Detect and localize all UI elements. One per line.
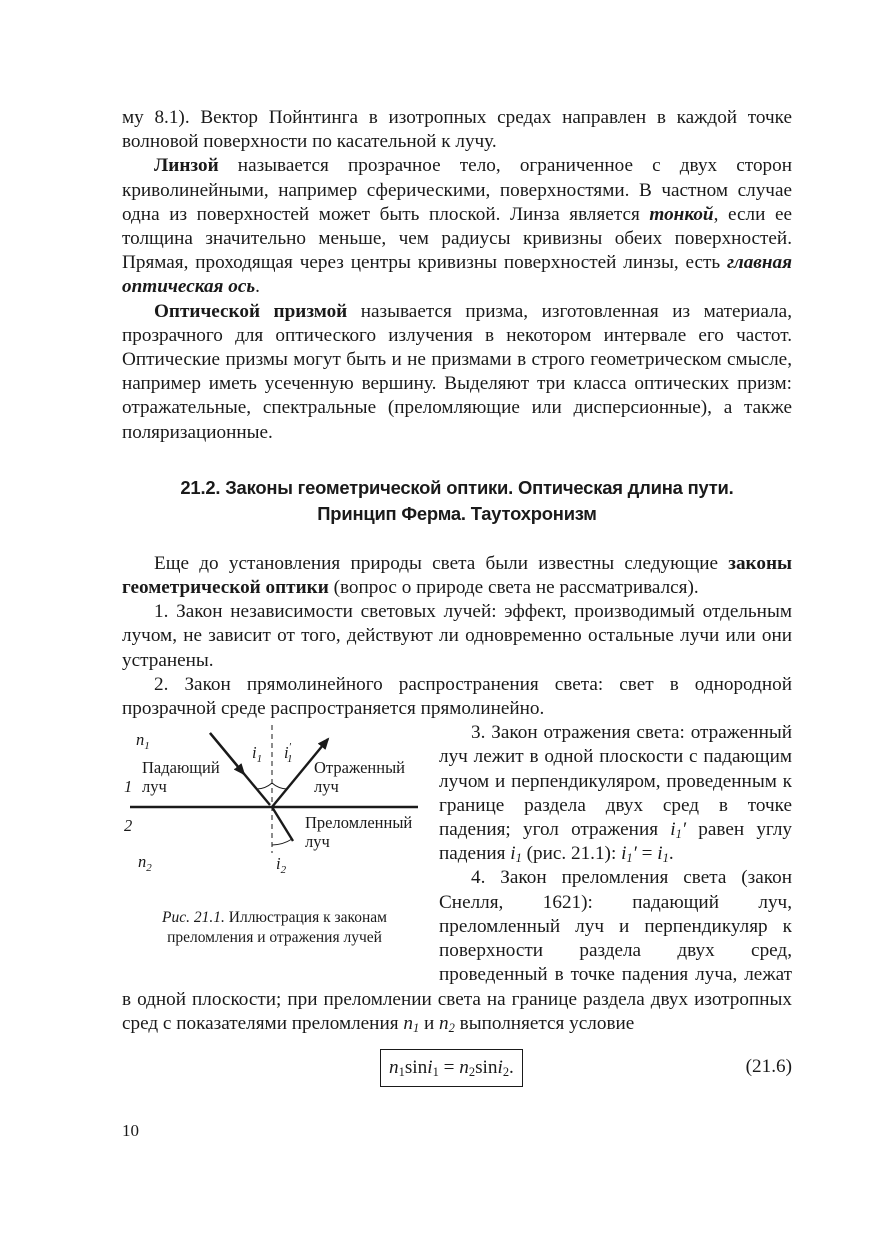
refraction-diagram xyxy=(122,723,427,903)
label-medium-1: 1 xyxy=(124,777,133,797)
symbol-n2: $n_2$ xyxy=(439,1012,455,1035)
term-optical-axis: главная оптическая ось xyxy=(122,252,792,298)
label-refracted: Преломленный xyxy=(305,813,413,833)
law-2: 2. Закон прямолинейного распространения света: свет в однородной прозрачной среде распространяется прямолинейно. xyxy=(122,673,792,720)
symbol-n1: $n_1$ xyxy=(403,1012,420,1035)
equation-21-6 xyxy=(122,1049,792,1089)
refracted-ray xyxy=(272,807,293,841)
label-refracted-2: луч xyxy=(305,832,330,852)
page-number: 10 xyxy=(122,1121,139,1140)
law-1: 1. Закон независимости световых лучей: эффект, производимый отдельным лучом, не зависит от того, действуют ли одновременно остальные лучи или они устранены. xyxy=(122,601,792,671)
label-incident: Падающий xyxy=(142,758,220,778)
label-medium-2: 2 xyxy=(124,816,133,836)
label-n1: $n_1$ xyxy=(136,730,150,753)
formula-reflection: $i_1' = i_1$ xyxy=(621,843,669,866)
paragraph-prism: Оптической призмой называется призма, изготовленная из материала, прозрачного для оптического излучения в некотором интервале его частот. Оптические призмы могут быть и не призмами в строго геометрическом смысле, например иметь усеченную вершину. Выделяют три класса оптических призм: отражательные, спектральные (преломляющие или дисперсионные), а также поляризационные. xyxy=(122,300,792,443)
angle-arc-i2 xyxy=(272,839,292,845)
paragraph: му 8.1). Вектор Пойнтинга в изотропных средах направлен в каждой точке волновой поверхности по касательной к лучу. xyxy=(122,107,792,153)
term-prism: Оптической призмой xyxy=(154,300,348,322)
angle-arc-i1-prime xyxy=(272,783,287,789)
label-reflected-2: луч xyxy=(314,777,339,797)
equation-number: (21.6) xyxy=(745,1055,792,1077)
law-4: 4. Закон преломления света (закон Снелля, 1621): падающий луч, преломленный луч и перпендикуляр к поверхности раздела двух сред, проведенный в точке падения луча, лежат в одной плоскости; при преломлении света на границе раздела двух изотропных сред с показателями преломления $n_1$ и $n_2$ выполняется условие xyxy=(122,867,792,1035)
label-reflected: Отраженный xyxy=(314,758,405,778)
figure-21-1 xyxy=(122,723,427,975)
label-incident-2: луч xyxy=(142,777,167,797)
label-angle-i1-prime: i′ 1 xyxy=(284,741,293,766)
angle-arc-i1 xyxy=(257,783,272,789)
term-geometric-optics-laws: законы геометрической оптики xyxy=(122,552,792,599)
paragraph-intro: Еще до установления природы света были известны следующие законы геометрической оптики (вопрос о природе света не рассматривался). xyxy=(122,552,792,599)
label-n2: $n_2$ xyxy=(138,852,152,875)
law-3: 3. Закон отражения света: отраженный луч лежит в одной плоскости с падающим лучом и перпендикуляром, проведенным к границе раздела двух сред в точке падения; угол отражения $i_1'$ равен углу падения $i_1$ (рис. 21.1): $i_1' = i_1$. xyxy=(439,722,792,866)
page-body xyxy=(122,106,792,1089)
symbol-i1: $i_1$ xyxy=(510,843,522,866)
figure-caption: Рис. 21.1. Иллюстрация к законам преломления и отражения лучей xyxy=(162,909,387,947)
term-lens: Линзой xyxy=(154,155,219,177)
equation-box: $n_1\sin i_1 = n_2\sin i_2$. xyxy=(380,1049,523,1087)
symbol-i1-prime: $i_1'$ xyxy=(670,819,687,842)
label-angle-i1: $i_1$ xyxy=(252,743,263,766)
paragraph-lens: Линзой называется прозрачное тело, ограниченное с двух сторон криволинейными, например сферическими, поверхностями. В частном случае одна из поверхностей может быть плоской. Линза является тонкой, если ее толщина значительно меньше, чем радиусы кривизны обеих поверхностей. Прямая, проходящая через центры кривизны поверхностей линзы, есть главная оптическая ось. xyxy=(122,155,792,298)
section-heading: 21.2. Законы геометрической оптики. Оптическая длина пути. Принцип Ферма. Таутохронизм xyxy=(180,476,734,524)
term-thin: тонкой xyxy=(649,203,714,225)
label-angle-i2: $i_2$ xyxy=(276,854,287,877)
